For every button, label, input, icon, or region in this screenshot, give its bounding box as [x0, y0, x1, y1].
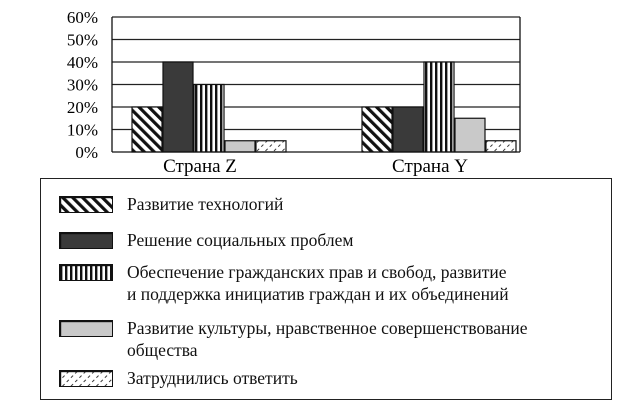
bar	[194, 85, 224, 153]
y-tick-label: 50%	[66, 30, 98, 50]
x-category-label: Страна Z	[163, 156, 237, 177]
bar	[163, 62, 193, 152]
bar	[486, 141, 516, 152]
y-tick-label: 20%	[66, 98, 98, 117]
bar	[455, 118, 485, 152]
bar	[132, 107, 162, 152]
legend	[40, 178, 612, 400]
legend-label: Затруднились ответить	[127, 368, 298, 388]
legend-swatch	[59, 196, 113, 213]
y-tick-labels	[67, 8, 98, 162]
legend-item	[59, 367, 298, 389]
x-category-label: Страна Y	[392, 156, 468, 177]
legend-swatch	[59, 264, 113, 281]
bar	[225, 141, 255, 152]
legend-label: Решение социальных проблем	[127, 230, 354, 250]
y-tick-label: 10%	[66, 120, 98, 140]
legend-swatch	[59, 370, 113, 387]
y-tick-label: 40%	[66, 53, 98, 72]
legend-item	[59, 229, 353, 251]
y-tick-label: 30%	[66, 75, 98, 95]
legend-item	[59, 261, 509, 305]
legend-label: Развитие технологий	[127, 194, 284, 214]
y-tick-label: 0%	[75, 143, 98, 162]
bar-chart	[0, 0, 636, 180]
legend-label: Обеспечение гражданских прав и свобод, развитие и поддержка инициатив граждан и их объединений	[127, 262, 509, 304]
x-category-labels	[163, 156, 468, 177]
legend-item	[59, 317, 528, 361]
legend-item	[59, 193, 283, 215]
y-tick-label: 60%	[66, 8, 98, 27]
legend-swatch	[59, 320, 113, 337]
bar	[256, 141, 286, 152]
bar	[362, 107, 392, 152]
legend-label: Развитие культуры, нравственное совершенствование общества	[127, 318, 528, 360]
bar	[393, 107, 423, 152]
bar	[424, 62, 454, 152]
legend-swatch	[59, 232, 113, 249]
